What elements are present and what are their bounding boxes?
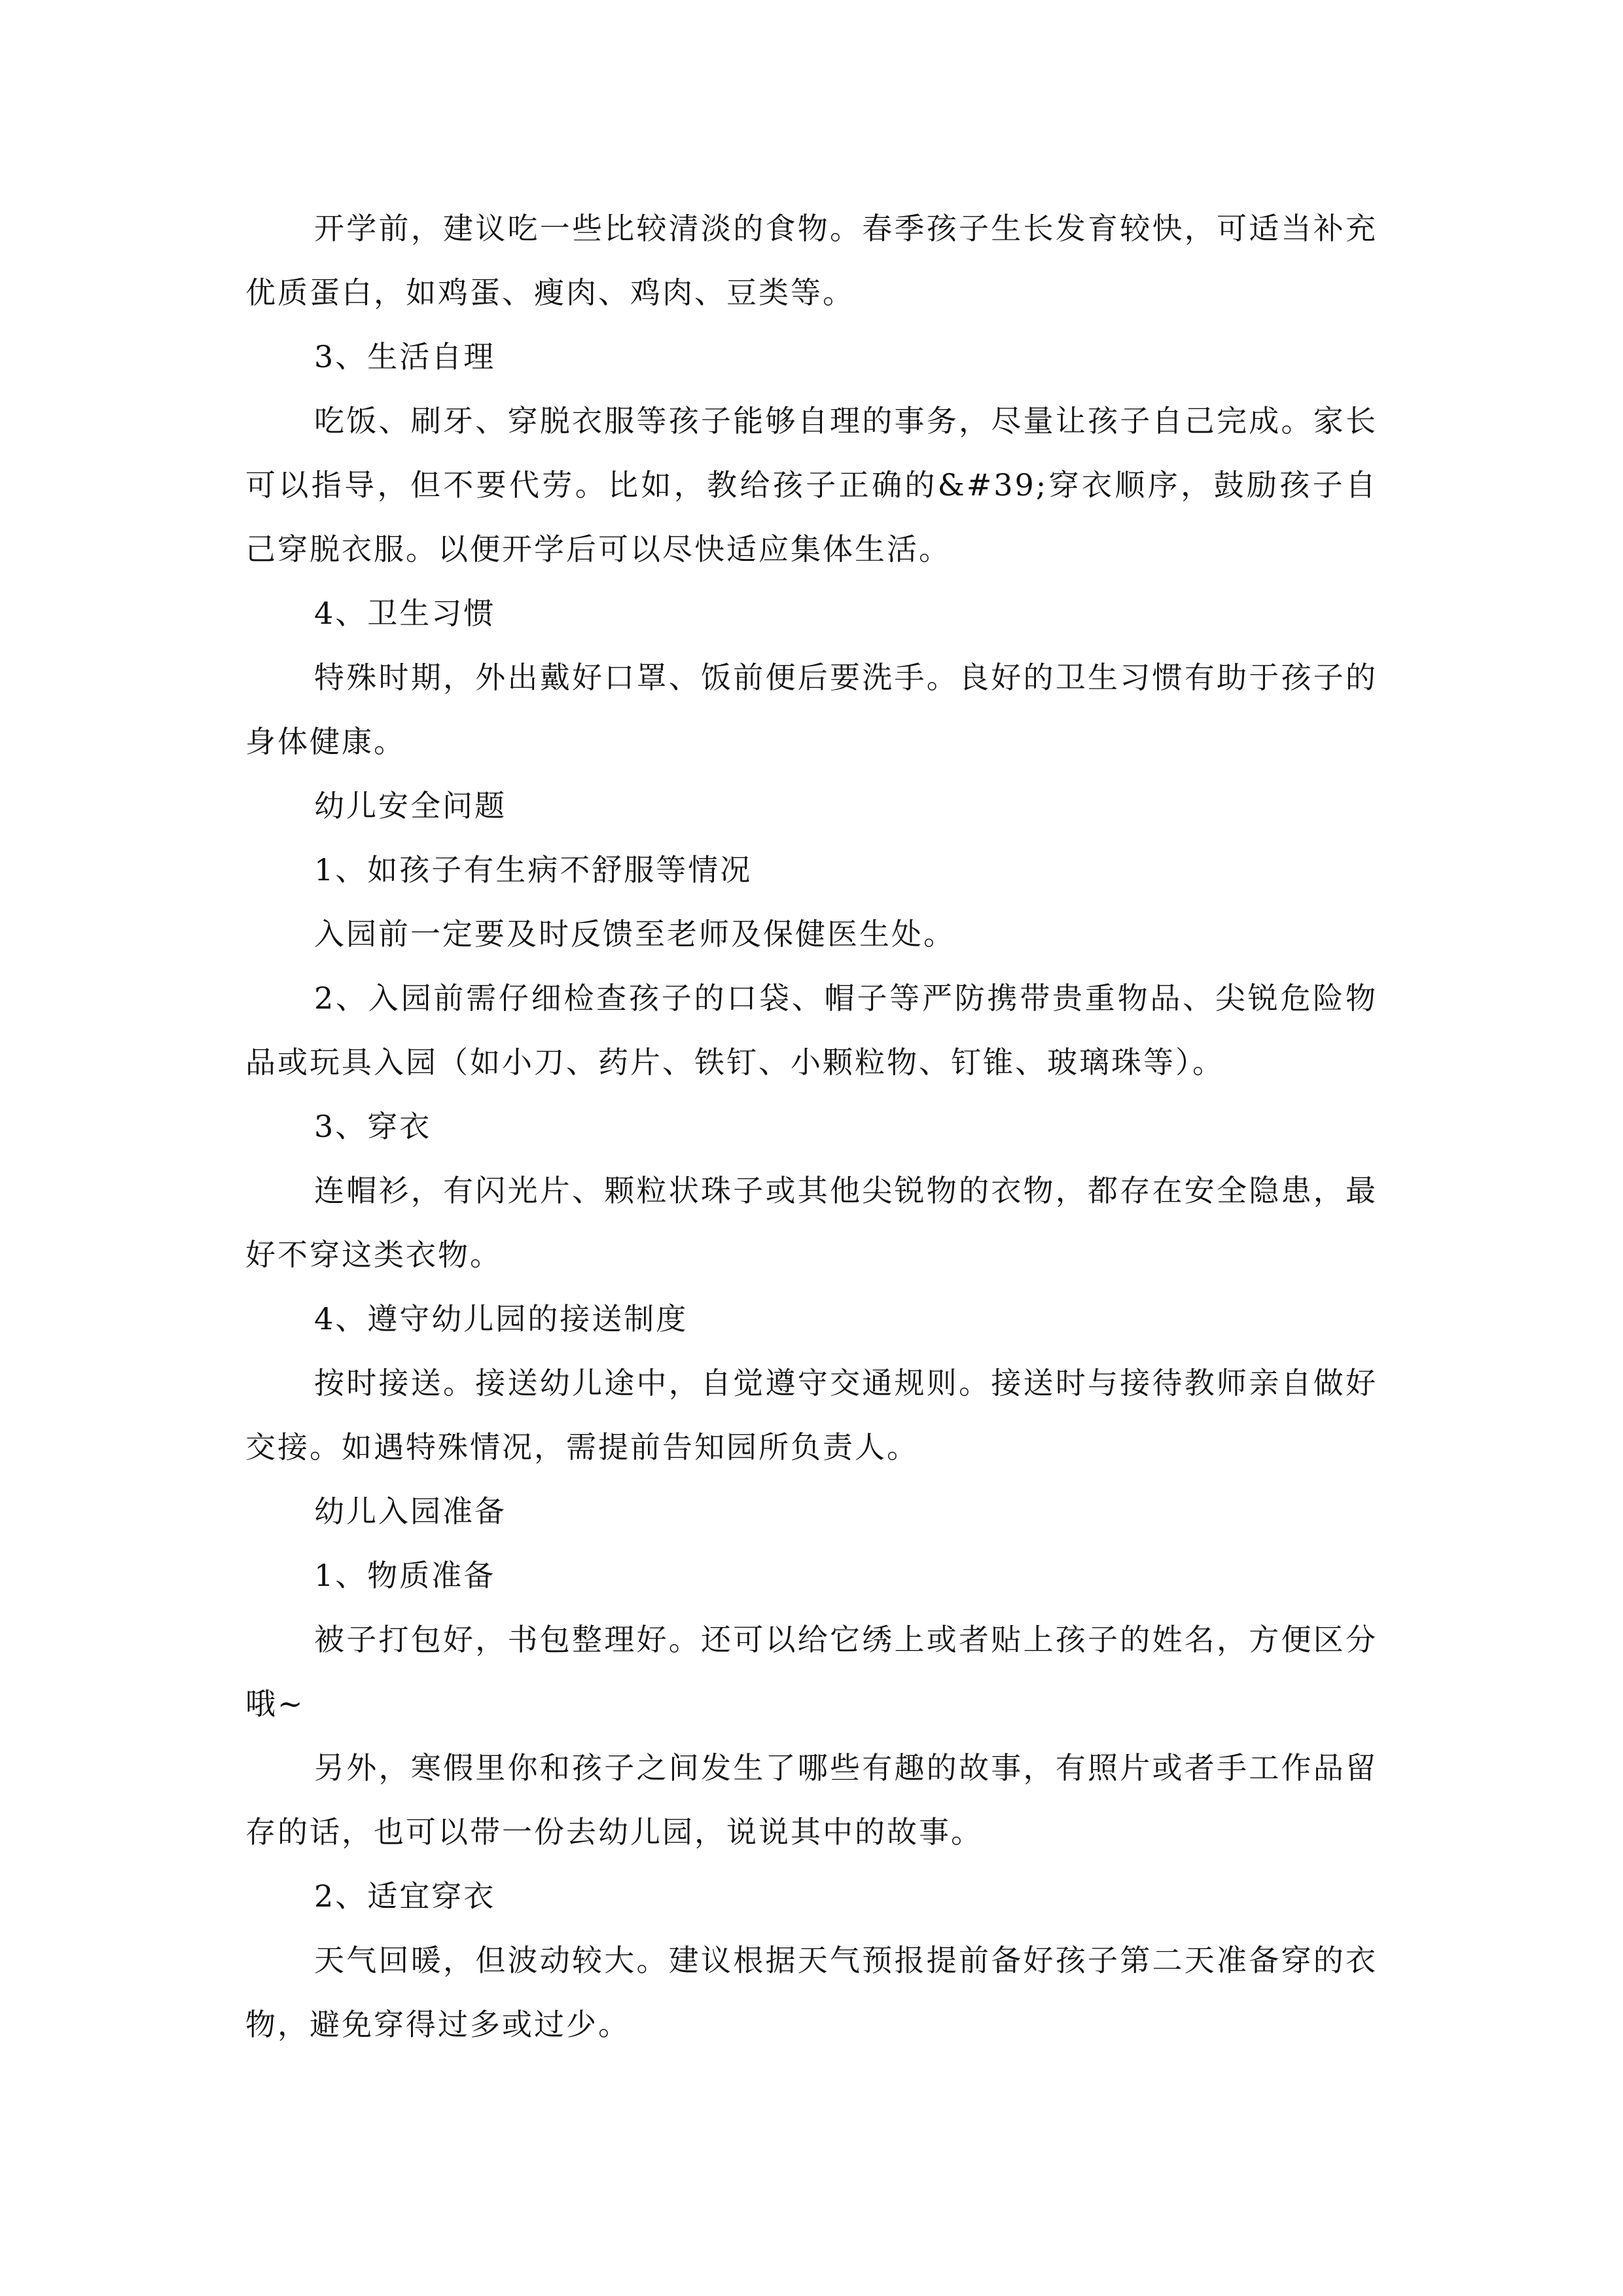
heading-dressing: 2、适宜穿衣 bbox=[314, 1878, 496, 1914]
paragraph-stories: 另外，寒假里你和孩子之间发生了哪些有趣的故事，有照片或者手工作品留存的话，也可以带一份去幼儿园，说说其中的故事。 bbox=[245, 1750, 1378, 1850]
paragraph-dressing: 天气回暖，但波动较大。建议根据天气预报提前备好孩子第二天准备穿的衣物，避免穿得过多或过少。 bbox=[245, 1943, 1378, 2042]
heading-self-care: 3、生活自理 bbox=[314, 339, 496, 374]
paragraph-illness: 入园前一定要及时反馈至老师及保健医生处。 bbox=[314, 916, 955, 952]
section-heading-safety: 幼儿安全问题 bbox=[314, 788, 507, 823]
paragraph-diet: 开学前，建议吃一些比较清淡的食物。春季孩子生长发育较快，可适当补充优质蛋白，如鸡蛋、瘦肉、鸡肉、豆类等。 bbox=[245, 211, 1378, 310]
paragraph-materials: 被子打包好，书包整理好。还可以给它绣上或者贴上孩子的姓名，方便区分哦~ bbox=[245, 1622, 1378, 1721]
document-page bbox=[245, 196, 1378, 2056]
paragraph-clothing-safety: 连帽衫，有闪光片、颗粒状珠子或其他尖锐物的衣物，都存在安全隐患，最好不穿这类衣物。 bbox=[245, 1173, 1378, 1272]
heading-hygiene: 4、卫生习惯 bbox=[314, 596, 496, 631]
paragraph-hygiene: 特殊时期，外出戴好口罩、饭前便后要洗手。良好的卫生习惯有助于孩子的身体健康。 bbox=[245, 660, 1378, 759]
heading-clothing-safety: 3、穿衣 bbox=[314, 1109, 432, 1144]
paragraph-pickup: 按时接送。接送幼儿途中，自觉遵守交通规则。接送时与接待教师亲自做好交接。如遇特殊情况，需提前告知园所负责人。 bbox=[245, 1365, 1378, 1465]
paragraph-self-care: 吃饭、刷牙、穿脱衣服等孩子能够自理的事务，尽量让孩子自己完成。家长可以指导，但不要代劳。比如，教给孩子正确的&#39;穿衣顺序，鼓励孩子自己穿脱衣服。以便开学后可以尽快适应集体生活。 bbox=[245, 403, 1378, 567]
paragraph-inspection: 2、入园前需仔细检查孩子的口袋、帽子等严防携带贵重物品、尖锐危险物品或玩具入园（如小刀、药片、铁钉、小颗粒物、钉锥、玻璃珠等）。 bbox=[245, 980, 1378, 1080]
heading-pickup: 4、遵守幼儿园的接送制度 bbox=[314, 1301, 688, 1336]
section-heading-preparation: 幼儿入园准备 bbox=[314, 1494, 507, 1529]
heading-materials: 1、物质准备 bbox=[314, 1558, 496, 1593]
heading-illness: 1、如孩子有生病不舒服等情况 bbox=[314, 852, 753, 888]
